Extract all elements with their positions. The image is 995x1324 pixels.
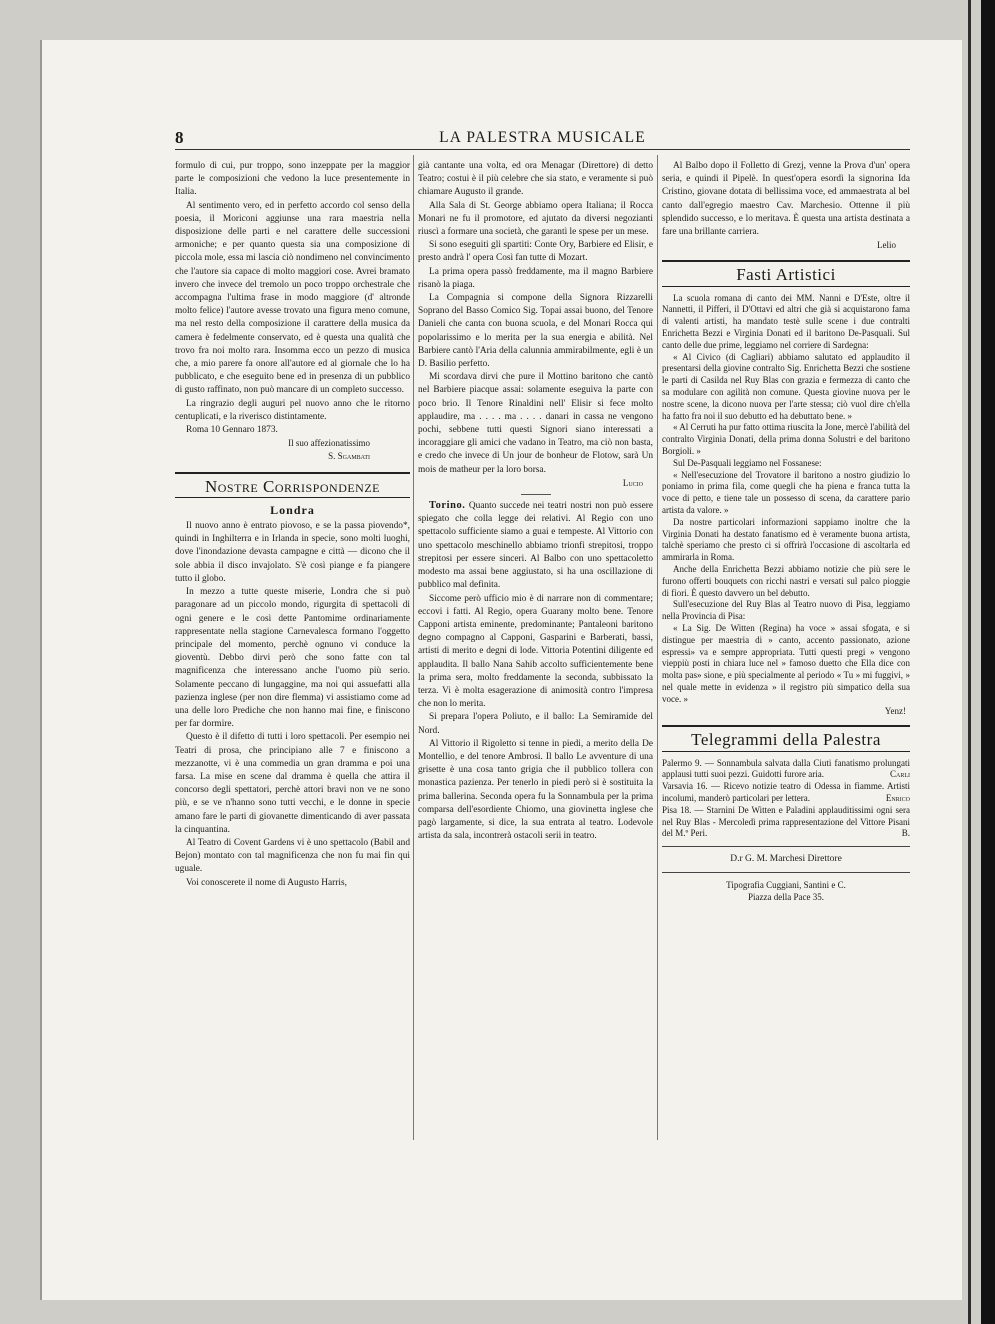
paragraph: Da nostre particolari informazioni sappiamo inoltre che la Virginia Donati ha destato fanatismo ed è veramente buona artista, talchè speriamo che presto ci si offrirà l'occasione di ascoltarla ed ammirarla in Roma.: [662, 516, 910, 563]
quote: « La Sig. De Witten (Regina) ha voce » assai sfogata, e si distingue per maestria di » canto, accento passionato, azione espressi» va e sempre appropriata. Tutti questi pregi » vengono vieppiù posti in chiara luce nel » famoso duetto che Ella dice con molta pas» sione, e più specialmente al periodo « Tu » mi fuggivi, » nel quale mette in evidenza » il registro più simpatico della sua voce. »: [662, 622, 910, 704]
separator-rule: [662, 846, 910, 847]
page-header: [175, 128, 910, 148]
paragraph: Anche della Enrichetta Bezzi abbiamo notizie che più sere le furono offerti bouquets con ricchi nastri e versati sul palco pioggie di fiori. È questo davvero un bel debutto.: [662, 563, 910, 598]
paragraph: La prima opera passò freddamente, ma il magno Barbiere risanò la piaga.: [418, 266, 653, 290]
journal-title: LA PALESTRA MUSICALE: [439, 129, 646, 146]
paragraph: Al Vittorio il Rigoletto si tenne in piedi, a merito della De Montellio, e del tenore Ambrosi. Il ballo Le avventure di una grisette è una cosa tanto grigia che il pubblico tollera con monastica pazienza. Per tenerlo in piedi però si è sostituita la prima ballerina. Seconda opera fu la Sonnambula per la prima comparsa dell'esordiente Chiomo, una giovinetta inglese che pagò largamente, si dice, la sua entrata al teatro. Lodevole artista da sala, incontrerà ostacoli serii in teatro.: [418, 738, 653, 842]
paragraph: Alla Sala di St. George abbiamo opera Italiana; il Rocca Monari ne fu il promotore, ed ajutato da diversi negozianti riuscì a formare una società, che garantì le spese per un mese.: [418, 200, 653, 238]
imprint-line: Piazza della Pace 35.: [748, 892, 824, 903]
paragraph: Questo è il difetto di tutti i loro spettacoli. Per esempio nei Teatri di prosa, che principiano alle 7 e finiscono a mezzanotte, vi è una commedia un gran dramma e poi una farsa. La mise en scene dal dramma è quella che attira il concorso degli spettatori, perchè attori bravi non ve ne sono più, e se ve n'hanno sono tutti vecchi, e le donne in specie amano fare le parti di giovanette dimenticando di aver passata la cinquantina.: [175, 732, 410, 835]
paragraph: La ringrazio degli auguri pel nuovo anno che le ritorno centuplicati, e la riverisco distintamente.: [175, 398, 410, 422]
article-signature: Lelio: [877, 240, 896, 251]
paragraph: Mi scordava dirvi che pure il Mottino baritono che cantò nel Barbiere piacque assai: solamente eseguiva la parte con poco brio. Il Tenore Rinaldini nell' Elisir si fece molto applaudire, ma . . . . ma . . . . danari in cassa ne vengono pochi, sebbene tutti questi Signori siano interessati a incoraggiare gli amici che vadano in Teatro, ma ciò non basta, e credo che invece di Un jour de bonheur de Flotow, sarà Un mois de matheur per la loro borsa.: [418, 372, 653, 475]
paragraph: Si sono eseguiti gli spartiti: Conte Ory, Barbiere ed Elisir, e presto andrà l' opera Così fan tutte di Mozart.: [418, 240, 653, 264]
column-rule: [413, 155, 414, 1140]
imprint-line: Tipografia Cuggiani, Santini e C.: [726, 880, 846, 891]
quote: « Nell'esecuzione del Trovatore il baritono a nostro giudizio lo poniamo in prima fila, come quegli che ha piena e franca tutta la voce di petto, e tiene tale un possesso di scena, da carattere pario artista da valore. »: [662, 469, 910, 515]
column-rule: [657, 155, 658, 1140]
page-number: 8: [175, 128, 184, 147]
section-heading: Telegrammi della Palestra: [662, 725, 910, 751]
telegram: Palermo 9. — Sonnambula salvata dalla Ciuti fanatismo prolungati applausi tutti suoi pezzi. Guidotti furore aria. Carli: [662, 757, 910, 780]
section-heading: Fasti Artistici: [662, 260, 910, 286]
paragraph: Il nuovo anno è entrato piovoso, e se la passa piovendo*, quindi in Inghilterra e in Irlanda in specie, sono molti luoghi, dove l'inondazione devasta campagne e città — dicono che il sole abbia il disco invajolato. S'è così piange e fa piangere tutto il globo.: [175, 521, 410, 584]
article-signature: Lucio: [622, 477, 643, 488]
paragraph: già cantante una volta, ed ora Menagar (Direttore) di detto Teatro; costui è il più celebre che sia stato, e veramente si può chiamare Augusto il grande.: [418, 161, 653, 198]
paragraph: In mezzo a tutte queste miserie, Londra che si può paragonare ad un piccolo mondo, rigurgita di spettacoli di ogni genere e le così dette Pantomime ordinariamente rappresentate nella stagione Carnevalesca formano l'oggetto principale del momento, perchè ognuno vi conduce la gioventù. Debbo dirvi però che sono fatte con tal magnificenza che interessano anche l'uomo più serio. Solamente peccano di lungaggine, ma noi qui assuefatti alla pazienza inglese (per non dire flemma) vi assistiamo come ad una delle loro Prediche che non hanno mai fine, e finiscono per far dormire.: [175, 587, 410, 730]
paragraph: Quanto succede nei teatri nostri non può essere spiegato che colla legge dei relativi. Al Regio con uno spettacolo sufficiente siamo a guai e tempeste. Al Vittorio con uno spettacolo meschinello abbiamo trionfi strepitosi, troppo strepitosi per essere sinceri. Al Balbo con uno spettacoletto modesto ma assai bene aggiustato, si ha una oscillazione di pubblico mal definita.: [418, 501, 653, 591]
paragraph: Sull'esecuzione del Ruy Blas al Teatro nuovo di Pisa, leggiamo nella Provincia di Pisa:: [662, 599, 910, 622]
dateline: Torino.: [429, 500, 466, 512]
paragraph: Al Balbo dopo il Folletto di Grezj, venne la Prova d'un' opera seria, e quindi il Pipelè. In quest'opera esordì la signorina Ida Cristino, giovane dotata di bellissima voce, ed ammaestrata al bel canto dall'egregio maestro Cav. Marchesio. Ottenne il più splendido successo, e lo meritava. È questa una artista destinata a fare una brillante carriera.: [662, 161, 910, 238]
paragraph: Si prepara l'opera Poliuto, e il ballo: La Semiramide del Nord.: [418, 712, 653, 736]
article-signature: Yenz!: [884, 705, 906, 716]
section-heading: Nostre Corrispondenze: [175, 472, 410, 498]
separator-rule: [662, 872, 910, 873]
paragraph: Voi conoscerete il nome di Augusto Harris,: [186, 877, 347, 888]
paragraph: Al Teatro di Covent Gardens vi è uno spettacolo (Babil and Bejon) montato con tal magnificenza che non fu mai fin qui uguale.: [175, 837, 410, 875]
letter-date: Roma 10 Gennaro 1873.: [186, 425, 278, 436]
paragraph: La Compagnia si compone della Signora Rizzarelli Soprano del Basso Comico Sig. Topai assai buono, del Tenore Danieli che canta con buona scuola, e del Monari Rocca qui popolarissimo e lo merita per la sua energia e abilità. Nel Barbiere cantò l'Aria della calunnia ammirabilmente, egli è un D. Basilio perfetto.: [418, 293, 653, 370]
letter-signature: S. Sgambati: [328, 451, 370, 462]
header-rule: [175, 149, 910, 150]
column-3: [662, 160, 910, 903]
scan-edge-bar: [981, 0, 995, 1324]
quote: « Al Civico (di Cagliari) abbiamo salutato ed applaudito il presentarsi della giovine contralto Sig. Enrichetta Bezzi che sostiene le parti di Casilda nel Ruy Blas con grazia e fermezza di canto che sa modulare con agilità non comune. Questa giovine nuova per le nostre scene, la dicono nuova per l'arte stessa; ciò vuol dire ch'ella ha fatto fra noi il suo debutto ed ha debuttato bene. »: [662, 351, 910, 421]
letter-closing: Il suo affezionatissimo: [288, 438, 370, 449]
paragraph: Siccome però ufficio mio è di narrare non di commentare; eccovi i fatti. Al Regio, opera Guarany molto bene. Tenore Capponi artista eminente, predominante; Pantaleoni baritono degno compagno al Capponi, Gasparini e Barberati, bassi, artisti di merito e degni di lode. Vittoria Potentini diligente ed applaudita. Il ballo Nana Sahib accolto sufficientemente bene la prima sera, molto freddamente la seconda, subbissato la terza. Vi è molta esagerazione di animosità contro l'impresa che non lo merita.: [418, 593, 653, 710]
dateline-heading: Londra: [270, 502, 315, 517]
paragraph: Al sentimento vero, ed in perfetto accordo col senso della poesia, il Moriconi aggiunse una rara maestria nella disposizione delle parti e nel carattere delle successioni armoniche; e per quanto questa sia una composizione di piccola mole, essa mi lascia ciò nondimeno nel convincimento che l'autore sia capace di molto maggiori cose. Avrei bramato invero che invece del tremolo un poco troppo orchestrale che accompagna l'ultima frase in modo maggiore (d' altronde molto felice) l'autore avesse trovato una figura meno comune, ma nel resto della composizione il carattere della musica da camera è fedelmente conservato, ed è questa una qualità che trovo fra noi molto rara. Insomma ecco un pezzo di musica che, a mio parere fa onore all'autore ed al giornale che lo ha pubblicato, e che eseguito bene ed in presenza di un pubblico di gusto raffinato, non può mancare di un completo successo.: [175, 200, 410, 396]
separator-rule: [521, 494, 551, 495]
telegram: Pisa 18. — Starnini De Witten e Paladini applauditissimi ogni sera nel Ruy Blas - Mercoledì prima rappresentazione del Vittore Pisani del M.º Peri. B.: [662, 804, 910, 839]
quote: « Al Cerruti ha pur fatto ottima riuscita la Jone, mercè l'abilità del contralto Virginia Donati, della prima donna Solustri e del baritono Borgioli. »: [662, 422, 910, 456]
paragraph: formulo di cui, pur troppo, sono inzeppate per la maggior parte le composizioni che vedono la luce presentemente in Italia.: [175, 161, 410, 198]
imprint: [662, 879, 910, 903]
column-2: [418, 160, 653, 843]
scan-edge-stripe: [968, 0, 971, 1324]
director-line: D.r G. M. Marchesi Direttore: [730, 854, 842, 865]
telegram: Varsavia 16. — Ricevo notizie teatro di Odessa in fiamme. Artisti incolumi, manderò particolari per lettera. Enrico: [662, 781, 910, 803]
paragraph: Sul De-Pasquali leggiamo nel Fossanese:: [673, 457, 822, 468]
paragraph: La scuola romana di canto dei MM. Nanni e D'Este, oltre il Nannetti, il Pifferi, il D'Ottavi ed altri che già si acquistarono fama di valenti artisti, ha mandato testè sulle scene i due contralti Enrichetta Bezzi e Virginia Donati ed il baritono De-Pasquali. Sul canto delle due prime, leggiamo nel corriere di Sardegna:: [662, 292, 910, 350]
column-1: [175, 160, 410, 890]
